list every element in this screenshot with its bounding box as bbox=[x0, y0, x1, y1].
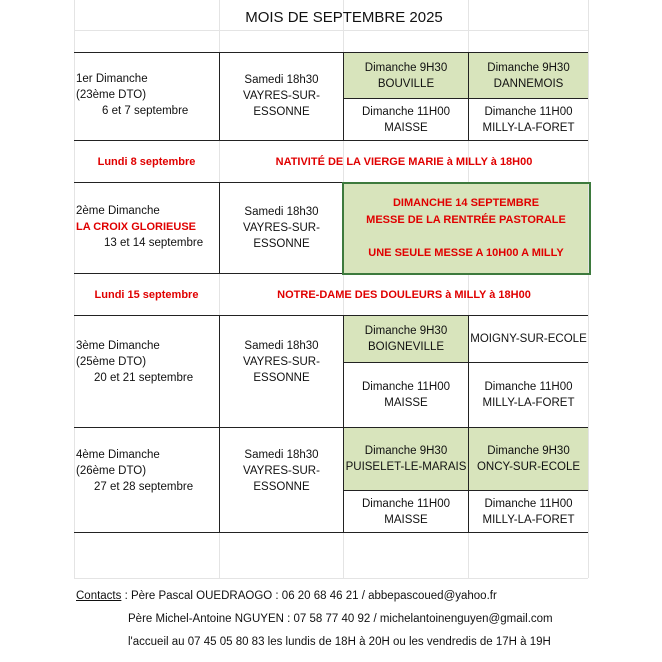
contacts-line-2: Père Michel-Antoine NGUYEN : 07 58 77 40 92 / michelantoinenguyen@gmail.com bbox=[128, 613, 553, 625]
week-label-line: (25ème DTO) bbox=[76, 356, 147, 368]
mass-place: VAYRES-SUR-ESSONNE bbox=[243, 465, 320, 493]
mass-place: ONCY-SUR-ECOLE bbox=[476, 461, 581, 473]
saturday-mass bbox=[220, 208, 343, 248]
mass-place: DANNEMOIS bbox=[493, 77, 564, 90]
mass-time: Dimanche 11H00 bbox=[484, 381, 573, 393]
week-label-line: (23ème DTO) bbox=[76, 89, 147, 101]
mass-cell bbox=[344, 491, 468, 532]
mass-cell bbox=[469, 491, 588, 532]
saturday-mass bbox=[220, 76, 343, 116]
mass-cell bbox=[469, 99, 588, 140]
contacts-line-3: l'accueil au 07 45 05 80 83 les lundis de 18H à 20H ou les vendredis de 17H à 19H bbox=[128, 636, 551, 648]
week-label bbox=[76, 71, 219, 119]
mass-place: MAISSE bbox=[384, 121, 428, 134]
event-text: NATIVITÉ DE LA VIERGE MARIE à MILLY à 18H00 bbox=[275, 155, 533, 168]
mass-time: Samedi 18h30 bbox=[244, 206, 319, 218]
announcement-line: MESSE DE LA RENTRÉE PASTORALE bbox=[366, 214, 566, 226]
mass-time: Dimanche 9H30 bbox=[487, 61, 570, 74]
mass-cell bbox=[469, 363, 588, 427]
mass-time: Dimanche 9H30 bbox=[364, 61, 448, 74]
event-day: Lundi 8 septembre bbox=[97, 155, 196, 168]
page-title: MOIS DE SEPTEMBRE 2025 bbox=[245, 9, 443, 26]
mass-time: Dimanche 11H00 bbox=[361, 497, 450, 510]
mass-place: BOUVILLE bbox=[377, 77, 435, 90]
mass-place: MILLY-LA-FORET bbox=[482, 513, 575, 526]
week-dates: 20 et 21 septembre bbox=[94, 372, 194, 384]
mass-time: Dimanche 9H30 bbox=[364, 325, 448, 337]
mass-place: MILLY-LA-FORET bbox=[482, 121, 575, 134]
week-dates: 27 et 28 septembre bbox=[94, 481, 194, 493]
announcement-line: DIMANCHE 14 SEPTEMBRE bbox=[392, 197, 540, 209]
mass-time: Samedi 18h30 bbox=[244, 74, 319, 86]
mass-place: VAYRES-SUR-ESSONNE bbox=[243, 90, 320, 118]
grid-line bbox=[74, 578, 588, 579]
mass-cell bbox=[469, 53, 588, 98]
mass-place: MILLY-LA-FORET bbox=[482, 397, 575, 409]
announcement-line: UNE SEULE MESSE A 10H00 A MILLY bbox=[368, 247, 564, 259]
feast-name: LA CROIX GLORIEUSE bbox=[76, 221, 196, 233]
week-dates: 13 et 14 septembre bbox=[104, 237, 204, 249]
contacts-label: Contacts bbox=[76, 590, 122, 602]
week-label bbox=[76, 447, 219, 495]
mass-place: PUISELET-LE-MARAIS bbox=[345, 461, 467, 473]
mass-cell bbox=[344, 53, 468, 98]
week-label-line: 2ème Dimanche bbox=[76, 205, 160, 217]
mass-time: Dimanche 11H00 bbox=[361, 381, 450, 393]
week-label-line: 1er Dimanche bbox=[76, 73, 148, 85]
mass-time: Dimanche 9H30 bbox=[364, 445, 448, 457]
mass-place: MOIGNY-SUR-ECOLE bbox=[470, 333, 587, 345]
table-border bbox=[74, 532, 588, 533]
contact-text: : Père Pascal OUEDRAOGO : 06 20 68 46 21 / abbepascoued@yahoo.fr bbox=[121, 590, 497, 602]
mass-cell bbox=[344, 428, 468, 490]
week-dates: 6 et 7 septembre bbox=[102, 105, 189, 117]
mass-time: Dimanche 11H00 bbox=[484, 497, 573, 510]
mass-cell bbox=[344, 99, 468, 140]
mass-place: BOIGNEVILLE bbox=[367, 341, 445, 353]
mass-cell bbox=[469, 316, 588, 362]
mass-time: Dimanche 11H00 bbox=[484, 105, 573, 118]
mass-place: VAYRES-SUR-ESSONNE bbox=[243, 222, 320, 250]
saturday-mass bbox=[220, 342, 343, 382]
week-label bbox=[76, 203, 219, 251]
week-label-line: 3ème Dimanche bbox=[76, 340, 160, 352]
saturday-mass bbox=[220, 451, 343, 491]
grid-line bbox=[588, 0, 589, 578]
week-label-line: (26ème DTO) bbox=[76, 465, 147, 477]
event-text: NOTRE-DAME DES DOULEURS à MILLY à 18H00 bbox=[277, 288, 531, 301]
mass-time: Samedi 18h30 bbox=[244, 449, 319, 461]
mass-cell bbox=[344, 316, 468, 362]
contacts-line-1 bbox=[76, 588, 497, 604]
event-day: Lundi 15 septembre bbox=[94, 288, 199, 301]
mass-place: MAISSE bbox=[384, 397, 428, 409]
grid-line bbox=[74, 30, 588, 31]
week-label-line: 4ème Dimanche bbox=[76, 449, 160, 461]
mass-time: Dimanche 9H30 bbox=[487, 445, 570, 457]
mass-time: Samedi 18h30 bbox=[244, 340, 319, 352]
week-label bbox=[76, 338, 219, 386]
mass-cell bbox=[344, 363, 468, 427]
mass-place: MAISSE bbox=[384, 513, 428, 526]
mass-time: Dimanche 11H00 bbox=[361, 105, 450, 118]
special-announcement bbox=[344, 195, 588, 262]
mass-cell bbox=[469, 428, 588, 490]
mass-place: VAYRES-SUR-ESSONNE bbox=[243, 356, 320, 384]
